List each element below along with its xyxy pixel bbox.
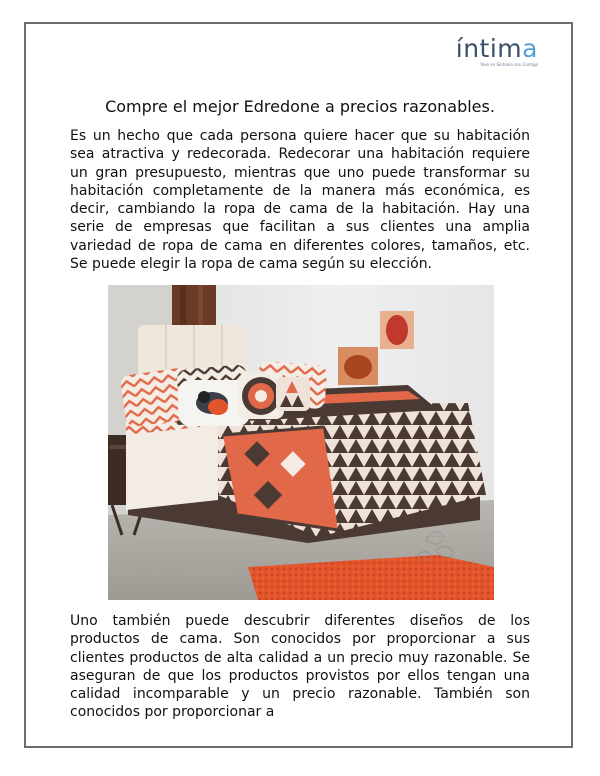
article-title: Compre el mejor Edredone a precios razonables. [105, 97, 495, 116]
bedroom-bedding-photo [108, 285, 494, 600]
brand-logo [456, 36, 538, 68]
brand-tagline: Vive en Sintonia con Contigo [480, 62, 538, 67]
brand-wordmark [456, 36, 538, 62]
brand-wordmark-main: íntim [455, 34, 523, 63]
brand-wordmark-accent: a [522, 34, 538, 63]
article-paragraph-1: Es un hecho que cada persona quiere hacer que su habitación sea atractiva y redecorada. Redecorar una habitación requiere un gran presupuesto, mientras que uno puede transformar su habitación completamente de la manera más económica, es decir, cambiando la ropa de cama de la habitación. Hay una serie de empresas que facilitan a sus clientes una amplia variedad de ropa de cama en diferentes colores, tamaños, etc. Se puede elegir la ropa de cama según su elección. [70, 128, 530, 273]
article-paragraph-2: Uno también puede descubrir diferentes diseños de los productos de cama. Son conocidos por proporcionar a sus clientes productos de alta calidad a un precio muy razonable. Se aseguran de que los productos provistos por ellos tengan una calidad incomparable y un precio razonable. También son conocidos por proporcionar a [70, 613, 530, 721]
